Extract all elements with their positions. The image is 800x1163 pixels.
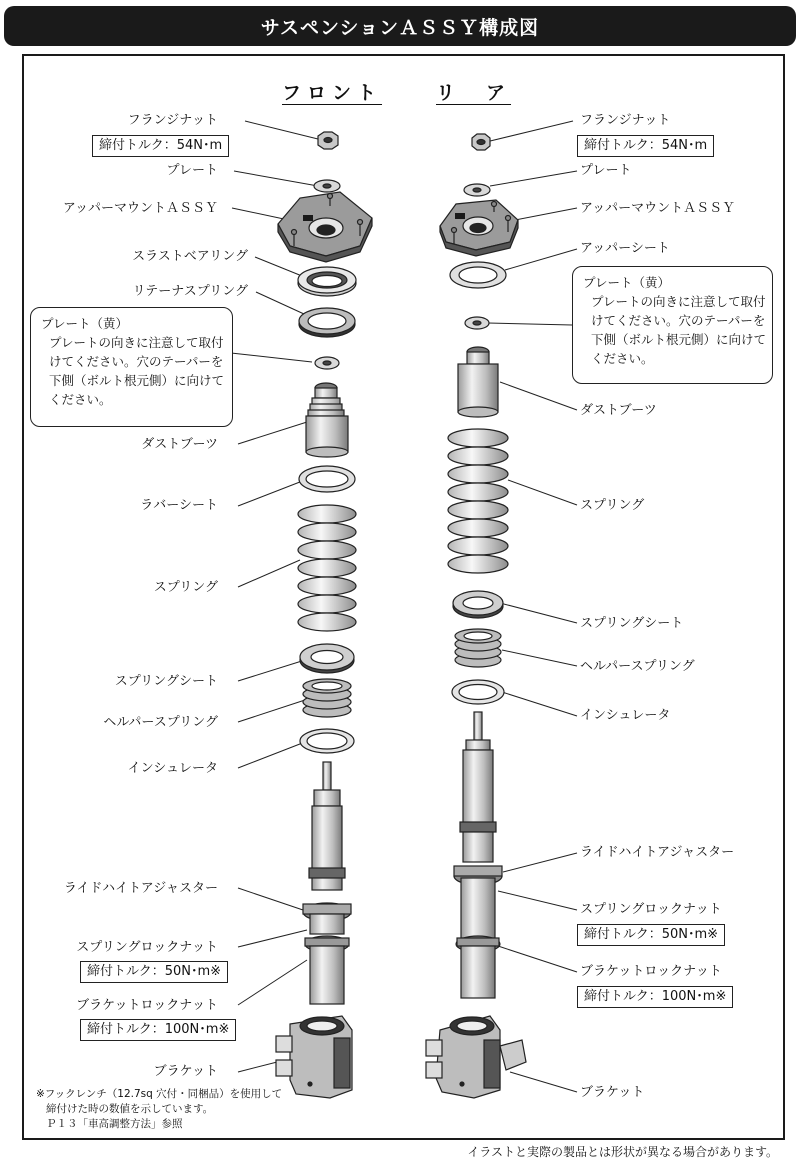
rear-plate-note xyxy=(572,266,773,384)
front-plate-label: プレート xyxy=(166,163,218,178)
front-ride-height-adjuster-label: ライドハイトアジャスター xyxy=(63,881,218,896)
front-upper-mount-icon xyxy=(278,192,372,262)
rear-flange-nut-torque: 締付トルク：54N･m xyxy=(577,135,714,157)
rear-bracket-icon xyxy=(426,1016,526,1098)
front-plate-icon xyxy=(314,180,340,192)
front-flange-nut-icon xyxy=(318,132,338,149)
rear-yellow-plate-icon xyxy=(465,317,489,329)
front-spring-lock-nut-label: スプリングロックナット xyxy=(76,940,218,955)
rear-flange-nut-icon xyxy=(472,134,490,150)
front-helper-spring-icon xyxy=(303,679,351,717)
rear-spring-lock-nut-torque: 締付トルク：50N･m※ xyxy=(577,924,725,946)
rear-plate-note-title: プレート（黄） xyxy=(583,275,671,290)
footnote-line-1: ※フックレンチ（12.7sq 穴付・同梱品）を使用して xyxy=(36,1088,283,1100)
footnote-line-3: Ｐ１３「車高調整方法」参照 xyxy=(46,1118,183,1130)
front-thrust-bearing-icon xyxy=(298,267,356,296)
rear-spring-seat-label: スプリングシート xyxy=(580,616,684,631)
front-dust-boot-label: ダストブーツ xyxy=(141,437,218,452)
heading-front: フロント xyxy=(282,82,383,104)
rear-flange-nut-label: フランジナット xyxy=(580,113,671,128)
front-insulator-icon xyxy=(300,729,354,753)
front-retainer-spring-icon xyxy=(299,308,355,337)
disclaimer-text: イラストと実際の製品とは形状が異なる場合があります。 xyxy=(467,1145,778,1159)
front-assembly xyxy=(276,132,372,1098)
front-upper-mount-label: アッパーマウントＡＳＳＹ xyxy=(62,201,218,216)
page-title: サスペンションＡＳＳＹ構成図 xyxy=(4,6,796,46)
rear-ride-height-adjuster-label: ライドハイトアジャスター xyxy=(580,845,735,860)
front-bracket-label: ブラケット xyxy=(153,1064,218,1079)
rear-bracket-lock-nut-torque: 締付トルク：100N･m※ xyxy=(577,986,733,1008)
rear-helper-spring-label: ヘルパースプリング xyxy=(580,659,695,674)
leader-lines xyxy=(231,121,577,1092)
front-flange-nut-torque: 締付トルク：54N･m xyxy=(92,135,229,157)
front-yellow-plate-icon xyxy=(315,357,339,369)
rear-dust-boot-icon xyxy=(458,347,498,417)
rear-spring-lock-nut-label: スプリングロックナット xyxy=(580,902,722,917)
front-bracket-lock-nut-torque: 締付トルク：100N･m※ xyxy=(80,1019,236,1041)
front-bracket-icon xyxy=(276,1016,352,1098)
rear-plate-note-body: プレートの向きに注意して取付けてください。穴のテーパーを下側（ボルト根元側）に向けてください。 xyxy=(591,294,767,366)
footnote-line-2: 締付けた時の数値を示しています。 xyxy=(46,1103,214,1115)
rear-plate-label: プレート xyxy=(580,163,632,178)
rear-bracket-label: ブラケット xyxy=(580,1085,645,1100)
front-rubber-seat-icon xyxy=(299,466,355,492)
front-retainer-spring-label: リテーナスプリング xyxy=(132,284,248,299)
rear-upper-mount-label: アッパーマウントＡＳＳＹ xyxy=(580,201,736,216)
rear-insulator-icon xyxy=(452,680,504,704)
heading-rear: リ ア xyxy=(436,82,512,104)
rear-assembly xyxy=(426,134,526,1098)
rear-bracket-lock-nut-label: ブラケットロックナット xyxy=(580,964,722,979)
rear-plate-icon xyxy=(464,184,490,196)
front-plate-note-body: プレートの向きに注意して取付けてください。穴のテーパーを下側（ボルト根元側）に向けてください。 xyxy=(49,335,225,407)
front-spring-seat-icon xyxy=(300,644,354,673)
front-damper-icon xyxy=(303,762,351,1004)
rear-upper-seat-label: アッパーシート xyxy=(580,241,670,256)
rear-upper-seat-icon xyxy=(450,262,506,288)
torque-footnote xyxy=(36,1087,282,1132)
rear-upper-mount-icon xyxy=(440,200,518,256)
front-rubber-seat-label: ラバーシート xyxy=(140,498,218,513)
front-spring-icon xyxy=(298,505,356,631)
front-spring-lock-nut-torque: 締付トルク：50N･m※ xyxy=(80,961,228,983)
front-bracket-lock-nut-label: ブラケットロックナット xyxy=(76,998,218,1013)
front-helper-spring-label: ヘルパースプリング xyxy=(103,715,218,730)
front-thrust-bearing-label: スラストベアリング xyxy=(132,249,248,264)
front-plate-note xyxy=(30,307,233,427)
rear-spring-icon xyxy=(448,429,508,573)
rear-insulator-label: インシュレータ xyxy=(580,708,671,723)
rear-spring-label: スプリング xyxy=(580,498,645,513)
rear-damper-icon xyxy=(454,712,502,998)
rear-spring-seat-icon xyxy=(453,591,503,618)
front-spring-seat-label: スプリングシート xyxy=(114,674,218,689)
rear-dust-boot-label: ダストブーツ xyxy=(580,403,657,418)
rear-helper-spring-icon xyxy=(455,629,501,667)
front-insulator-label: インシュレータ xyxy=(127,761,218,776)
front-flange-nut-label: フランジナット xyxy=(127,113,218,128)
front-plate-note-title: プレート（黄） xyxy=(41,316,129,331)
front-dust-boot-icon xyxy=(306,383,348,457)
front-spring-label: スプリング xyxy=(153,580,218,595)
